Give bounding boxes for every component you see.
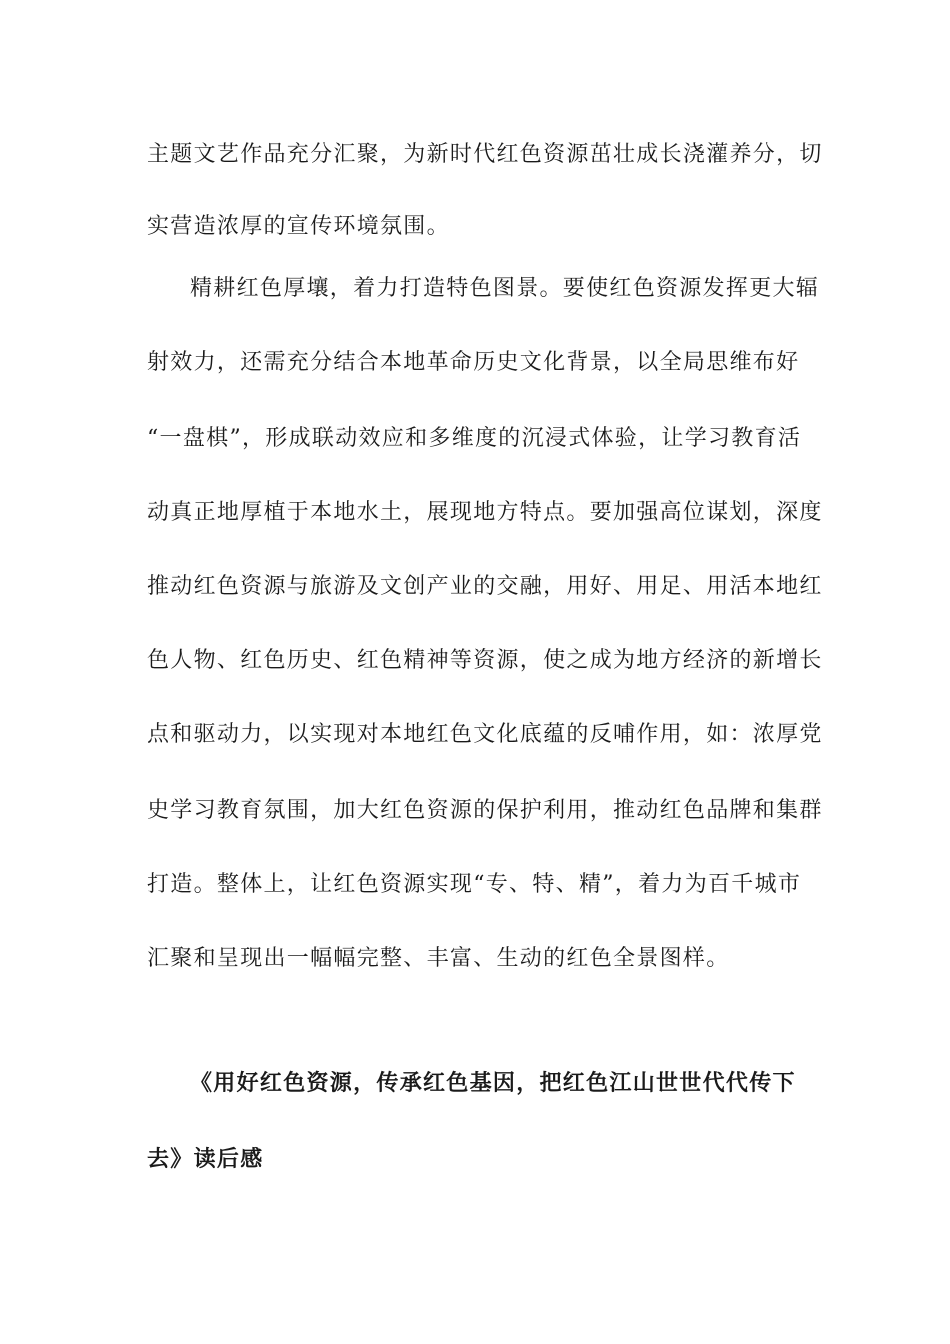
paragraph-line: 汇聚和呈现出一幅幅完整、丰富、生动的红色全景图样。 [147, 946, 730, 971]
paragraph-line: 射效力，还需充分结合本地革命历史文化背景，以全局思维布好 [147, 350, 800, 375]
paragraph-line: 点和驱动力，以实现对本地红色文化底蕴的反哺作用，如：浓厚党 [147, 722, 823, 747]
article-title-line: 《用好红色资源，传承红色基因，把红色江山世世代代传下 [190, 1070, 796, 1096]
paragraph-line: 实营造浓厚的宣传环境氛围。 [147, 214, 450, 239]
paragraph-line: 色人物、红色历史、红色精神等资源，使之成为地方经济的新增长 [147, 648, 823, 673]
paragraph-line: 主题文艺作品充分汇聚，为新时代红色资源茁壮成长浇灌养分，切 [147, 142, 823, 167]
article-title-line: 去》读后感 [147, 1146, 264, 1172]
paragraph-line: “一盘棋”，形成联动效应和多维度的沉浸式体验，让学习教育活 [147, 426, 802, 451]
paragraph-line: 推动红色资源与旅游及文创产业的交融，用好、用足、用活本地红 [147, 574, 823, 599]
paragraph-first-line: 精耕红色厚壤，着力打造特色图景。要使红色资源发挥更大辐 [190, 276, 820, 301]
paragraph-line: 打造。整体上，让红色资源实现“专、特、精”，着力为百千城市 [147, 872, 802, 897]
paragraph-line: 动真正地厚植于本地水土，展现地方特点。要加强高位谋划，深度 [147, 500, 823, 525]
paragraph-line: 史学习教育氛围，加大红色资源的保护利用，推动红色品牌和集群 [147, 798, 823, 823]
